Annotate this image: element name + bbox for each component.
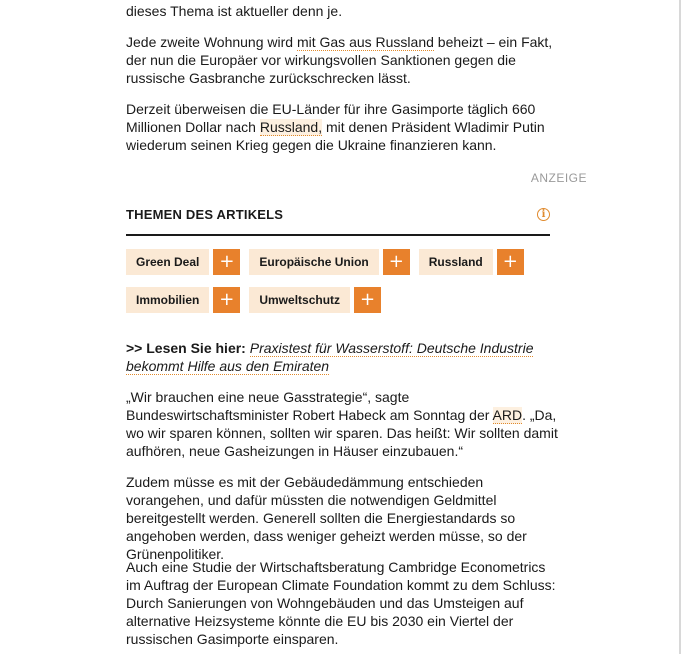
info-icon[interactable]: i (537, 208, 550, 221)
topics-header (126, 206, 550, 236)
link-ard[interactable]: ARD (492, 407, 523, 423)
follow-topic-button[interactable]: + (213, 249, 240, 275)
article-paragraph (126, 558, 558, 648)
topic-tag-immobilien[interactable]: Immobilien (126, 287, 209, 313)
topics-tag-row (126, 249, 529, 275)
topic-tag-umweltschutz[interactable]: Umweltschutz (249, 287, 350, 313)
link-russland[interactable]: Russland, (259, 119, 323, 135)
paragraph-text: Zudem müsse es mit der Gebäudedämmung entschieden vorangehen, und dafür müssten die notwendigen Geldmittel bereitgestellt werden. Generell sollten die Energiestandards so angehoben werden, dass weniger geheizt werden müsse, so der Grünenpolitiker. (126, 474, 527, 562)
link-gas-aus-russland[interactable]: mit Gas aus Russland (296, 34, 434, 50)
topics-title: THEMEN DES ARTIKELS (126, 207, 284, 222)
article-paragraph (126, 2, 558, 20)
topics-tag-row (126, 287, 386, 313)
topic-tag-russland[interactable]: Russland (419, 249, 493, 275)
paragraph-text: Derzeit überweisen die EU-Länder für ihre Gasimporte täglich 660 Millionen Dollar nach (126, 101, 536, 135)
topic-tag-europaeische-union[interactable]: Europäische Union (249, 249, 378, 275)
read-more-link[interactable]: Praxistest für Wasserstoff: Deutsche Industrie bekommt Hilfe aus den Emiraten (126, 340, 534, 374)
follow-topic-button[interactable]: + (213, 287, 240, 313)
article-paragraph (126, 100, 558, 154)
paragraph-text: Auch eine Studie der Wirtschaftsberatung Cambridge Econometrics im Auftrag der European Climate Foundation kommt zu dem Schluss: Durch Sanierungen von Wohngebäuden und das Umsteigen auf alternative Heizsysteme könnte die EU bis 2030 ein Viertel der russischen Gasimporte einsparen. (126, 559, 556, 647)
article-paragraph (126, 473, 558, 563)
paragraph-text: „Wir brauchen eine neue Gasstrategie“, sagte Bundeswirtschaftsminister Robert Habeck am Sonntag der (126, 389, 493, 423)
paragraph-text: mit denen Präsident Wladimir Putin wiederum seinen Krieg gegen die Ukraine finanzieren kann. (126, 119, 545, 153)
follow-topic-button[interactable]: + (497, 249, 524, 275)
read-more-teaser (126, 339, 558, 375)
ad-label: ANZEIGE (530, 171, 587, 185)
paragraph-text: dieses Thema ist aktueller denn je. (126, 3, 343, 19)
read-more-label: >> Lesen Sie hier: (126, 340, 246, 356)
article-paragraph (126, 388, 558, 460)
article-paragraph (126, 33, 558, 87)
paragraph-text: . „Da, wo wir sparen können, sollten wir sparen. Das heißt: Wir sollten damit aufhören, neue Gasheizungen in Häuser einzubauen.“ (126, 407, 558, 459)
paragraph-text: Jede zweite Wohnung wird (126, 34, 297, 50)
follow-topic-button[interactable]: + (354, 287, 381, 313)
follow-topic-button[interactable]: + (383, 249, 410, 275)
topic-tag-green-deal[interactable]: Green Deal (126, 249, 209, 275)
paragraph-text: beheizt – ein Fakt, der nun die Europäer vor wirkungsvollen Sanktionen gegen die russische Gasbranche zurückschrecken lässt. (126, 34, 553, 86)
